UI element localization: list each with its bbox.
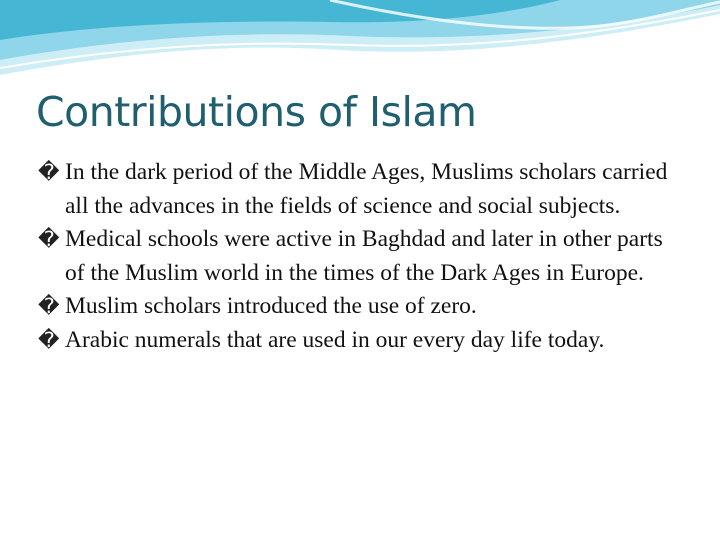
- bullet-text: Arabic numerals that are used in our every day life today.: [65, 326, 605, 353]
- slide-title: Contributions of Islam: [36, 88, 477, 136]
- decorative-wave-header: [0, 0, 720, 80]
- bullet-list: [38, 156, 668, 357]
- bullet-marker-icon: �: [38, 327, 60, 352]
- bullet-item: [38, 223, 668, 290]
- bullet-marker-icon: �: [38, 294, 60, 318]
- bullet-marker-icon: �: [38, 227, 60, 251]
- bullet-item: [38, 324, 668, 358]
- bullet-text: In the dark period of the Middle Ages, Muslims scholars carried all the advances in the fields of science and social subjects.: [65, 159, 668, 219]
- bullet-item: [38, 290, 668, 324]
- bullet-text: Medical schools were active in Baghdad and later in other parts of the Muslim world in the times of the Dark Ages in Europe.: [65, 226, 663, 286]
- bullet-text: Muslim scholars introduced the use of zero.: [65, 293, 477, 319]
- bullet-item: [38, 156, 668, 223]
- bullet-marker-icon: �: [38, 160, 60, 184]
